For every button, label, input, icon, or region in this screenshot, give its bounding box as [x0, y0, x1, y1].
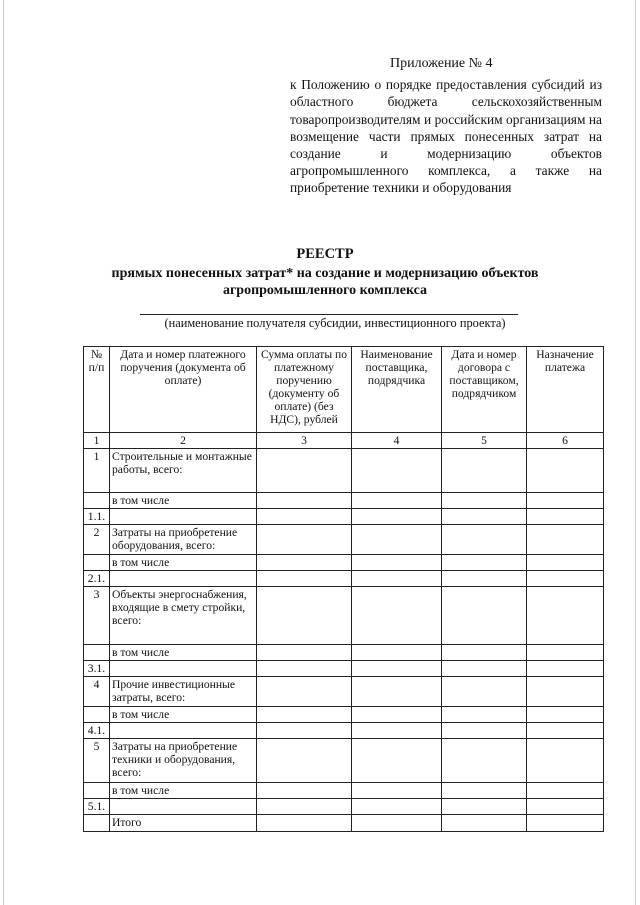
empty-cell: [527, 783, 604, 799]
empty-cell: [527, 707, 604, 723]
appendix-block: [290, 55, 602, 197]
row-number-cell: 2.1.: [84, 571, 110, 587]
empty-cell: [527, 645, 604, 661]
row-number-cell: [84, 555, 110, 571]
table-row: [84, 555, 604, 571]
column-number: 2: [110, 433, 257, 449]
row-number-cell: [84, 707, 110, 723]
registry-body: [84, 449, 604, 832]
document-subtitle-line1: прямых понесенных затрат* на создание и модернизацию объектов: [111, 266, 539, 281]
empty-cell: [442, 509, 527, 525]
empty-cell: [442, 571, 527, 587]
row-description-cell: Прочие инвестиционные затраты, всего:: [110, 677, 257, 707]
row-number-cell: 1: [84, 449, 110, 493]
table-row: [84, 677, 604, 707]
empty-cell: [352, 723, 442, 739]
empty-cell: [352, 555, 442, 571]
empty-cell: [442, 449, 527, 493]
scan-edge-right: [635, 0, 636, 905]
empty-cell: [257, 525, 352, 555]
empty-cell: [527, 509, 604, 525]
table-row: [84, 509, 604, 525]
empty-cell: [527, 571, 604, 587]
column-number: 1: [84, 433, 110, 449]
table-row: [84, 815, 604, 832]
empty-cell: [257, 587, 352, 645]
empty-cell: [442, 555, 527, 571]
row-description-cell: Затраты на приобретение техники и оборудования, всего:: [110, 739, 257, 783]
empty-cell: [257, 799, 352, 815]
table-row: [84, 661, 604, 677]
row-number-cell: 1.1.: [84, 509, 110, 525]
row-description-cell: Объекты энергоснабжения, входящие в смету стройки, всего:: [110, 587, 257, 645]
row-description-cell: [110, 509, 257, 525]
row-description-cell: в том числе: [110, 783, 257, 799]
empty-cell: [527, 799, 604, 815]
table-row: [84, 525, 604, 555]
table-row: [84, 799, 604, 815]
recipient-fill-line: [140, 314, 518, 315]
row-number-cell: 2: [84, 525, 110, 555]
row-description-cell: [110, 799, 257, 815]
empty-cell: [257, 555, 352, 571]
appendix-reference: к Положению о порядке предоставления субсидий из областного бюджета сельскохозяйственным товаропроизводителям и российским организациям на возмещение части прямых понесенных затрат на создание и модернизацию объектов агропромышленного комплекса, а также на приобретение техники и оборудования: [290, 77, 602, 196]
row-description-cell: [110, 661, 257, 677]
row-number-cell: 3.1.: [84, 661, 110, 677]
row-number-cell: 4.1.: [84, 723, 110, 739]
table-row: [84, 707, 604, 723]
empty-cell: [527, 525, 604, 555]
column-number: 5: [442, 433, 527, 449]
column-number: 6: [527, 433, 604, 449]
empty-cell: [257, 723, 352, 739]
empty-cell: [352, 707, 442, 723]
table-row: [84, 449, 604, 493]
empty-cell: [257, 677, 352, 707]
empty-cell: [352, 509, 442, 525]
document-subtitle-line2: агропромышленного комплекса: [222, 283, 428, 298]
document-title: РЕЕСТР: [296, 246, 354, 262]
empty-cell: [257, 815, 352, 832]
row-number-cell: [84, 493, 110, 509]
empty-cell: [352, 525, 442, 555]
empty-cell: [527, 661, 604, 677]
appendix-title: Приложение № 4: [390, 56, 493, 71]
empty-cell: [352, 799, 442, 815]
empty-cell: [352, 815, 442, 832]
empty-cell: [352, 493, 442, 509]
empty-cell: [527, 587, 604, 645]
header-cell-contract: Дата и номер договора с поставщиком, подрядчиком: [442, 347, 527, 433]
row-number-cell: [84, 783, 110, 799]
row-number-cell: [84, 645, 110, 661]
row-number-cell: 4: [84, 677, 110, 707]
empty-cell: [257, 449, 352, 493]
row-description-cell: в том числе: [110, 555, 257, 571]
row-description-cell: в том числе: [110, 707, 257, 723]
row-description-cell: в том числе: [110, 645, 257, 661]
header-cell-supplier: Наименование поставщика, подрядчика: [352, 347, 442, 433]
empty-cell: [257, 707, 352, 723]
empty-cell: [527, 555, 604, 571]
empty-cell: [352, 449, 442, 493]
document-header: [80, 246, 570, 299]
empty-cell: [352, 645, 442, 661]
row-number-cell: 5.1.: [84, 799, 110, 815]
column-number: 4: [352, 433, 442, 449]
row-description-cell: [110, 571, 257, 587]
empty-cell: [527, 449, 604, 493]
empty-cell: [442, 493, 527, 509]
empty-cell: [442, 723, 527, 739]
empty-cell: [442, 677, 527, 707]
table-header-row: [84, 347, 604, 433]
header-cell-number: № п/п: [84, 347, 110, 433]
row-number-cell: 5: [84, 739, 110, 783]
registry-table: [83, 346, 604, 832]
empty-cell: [257, 661, 352, 677]
empty-cell: [442, 587, 527, 645]
recipient-caption: (наименование получателя субсидии, инвестиционного проекта): [164, 316, 506, 330]
empty-cell: [257, 571, 352, 587]
empty-cell: [442, 799, 527, 815]
empty-cell: [442, 645, 527, 661]
table-row: [84, 645, 604, 661]
empty-cell: [257, 509, 352, 525]
row-number-cell: 3: [84, 587, 110, 645]
scan-edge-left: [3, 0, 4, 905]
row-description-cell: Затраты на приобретение оборудования, всего:: [110, 525, 257, 555]
header-cell-purpose: Назначение платежа: [527, 347, 604, 433]
empty-cell: [257, 645, 352, 661]
empty-cell: [442, 739, 527, 783]
empty-cell: [352, 783, 442, 799]
empty-cell: [527, 815, 604, 832]
empty-cell: [442, 525, 527, 555]
table-row: [84, 571, 604, 587]
empty-cell: [442, 783, 527, 799]
empty-cell: [257, 783, 352, 799]
empty-cell: [352, 571, 442, 587]
empty-cell: [352, 677, 442, 707]
table-row: [84, 587, 604, 645]
row-description-cell: Итого: [110, 815, 257, 832]
empty-cell: [352, 661, 442, 677]
header-cell-amount: Сумма оплаты по платежному поручению (документу об оплате) (без НДС), рублей: [257, 347, 352, 433]
column-number-row: [84, 433, 604, 449]
empty-cell: [442, 815, 527, 832]
table-row: [84, 723, 604, 739]
empty-cell: [352, 587, 442, 645]
row-description-cell: [110, 723, 257, 739]
empty-cell: [527, 677, 604, 707]
column-number: 3: [257, 433, 352, 449]
table-row: [84, 493, 604, 509]
row-description-cell: Строительные и монтажные работы, всего:: [110, 449, 257, 493]
table-row: [84, 783, 604, 799]
empty-cell: [527, 493, 604, 509]
empty-cell: [442, 661, 527, 677]
empty-cell: [527, 739, 604, 783]
empty-cell: [257, 493, 352, 509]
empty-cell: [352, 739, 442, 783]
header-cell-payment-order: Дата и номер платежного поручения (документа об оплате): [110, 347, 257, 433]
empty-cell: [257, 739, 352, 783]
row-number-cell: [84, 815, 110, 832]
table-row: [84, 739, 604, 783]
empty-cell: [527, 723, 604, 739]
row-description-cell: в том числе: [110, 493, 257, 509]
empty-cell: [442, 707, 527, 723]
